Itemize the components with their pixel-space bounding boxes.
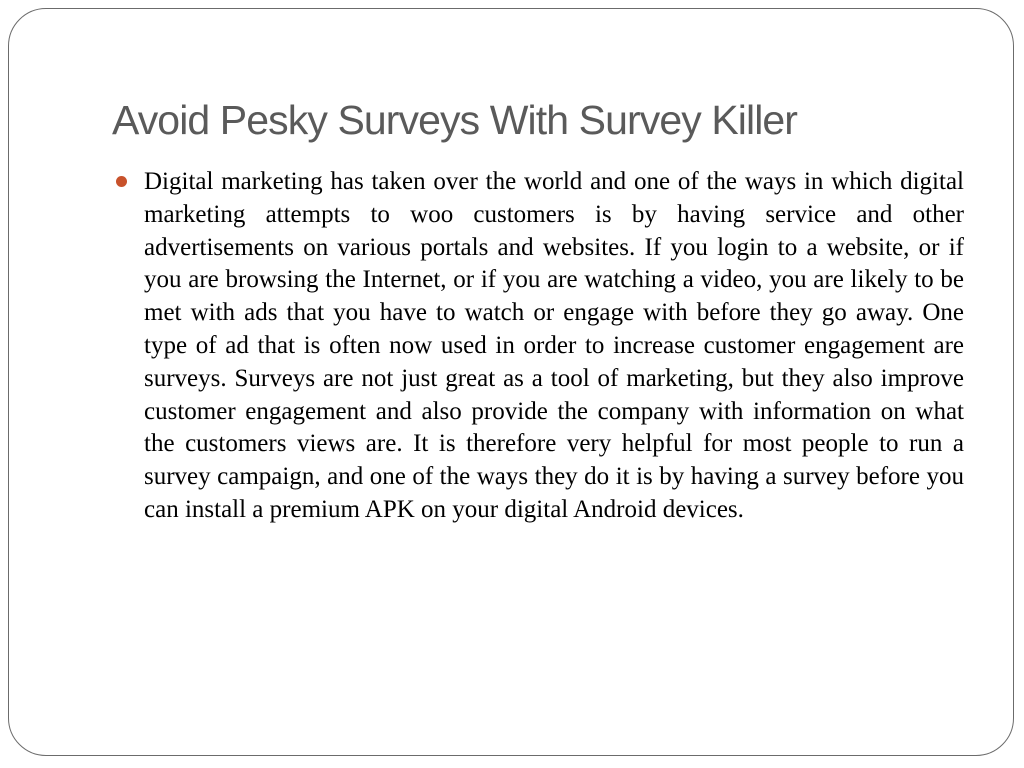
bullet-item <box>112 166 964 527</box>
bullet-list <box>112 166 964 527</box>
bullet-dot-icon <box>116 176 127 187</box>
bullet-text: Digital marketing has taken over the world and one of the ways in which digital marketing attempts to woo customers is by having service and other advertisements on various portals and websites. If you login to a website, or if you are browsing the Internet, or if you are watching a video, you are likely to be met with ads that you have to watch or engage with before they go away. One type of ad that is often now used in order to increase customer engagement are surveys. Surveys are not just great as a tool of marketing, but they also improve customer engagement and also provide the company with information on what the customers views are. It is therefore very helpful for most people to run a survey campaign, and one of the ways they do it is by having a survey before you can install a premium APK on your digital Android devices. <box>144 168 964 523</box>
slide-title: Avoid Pesky Surveys With Survey Killer <box>112 97 798 143</box>
